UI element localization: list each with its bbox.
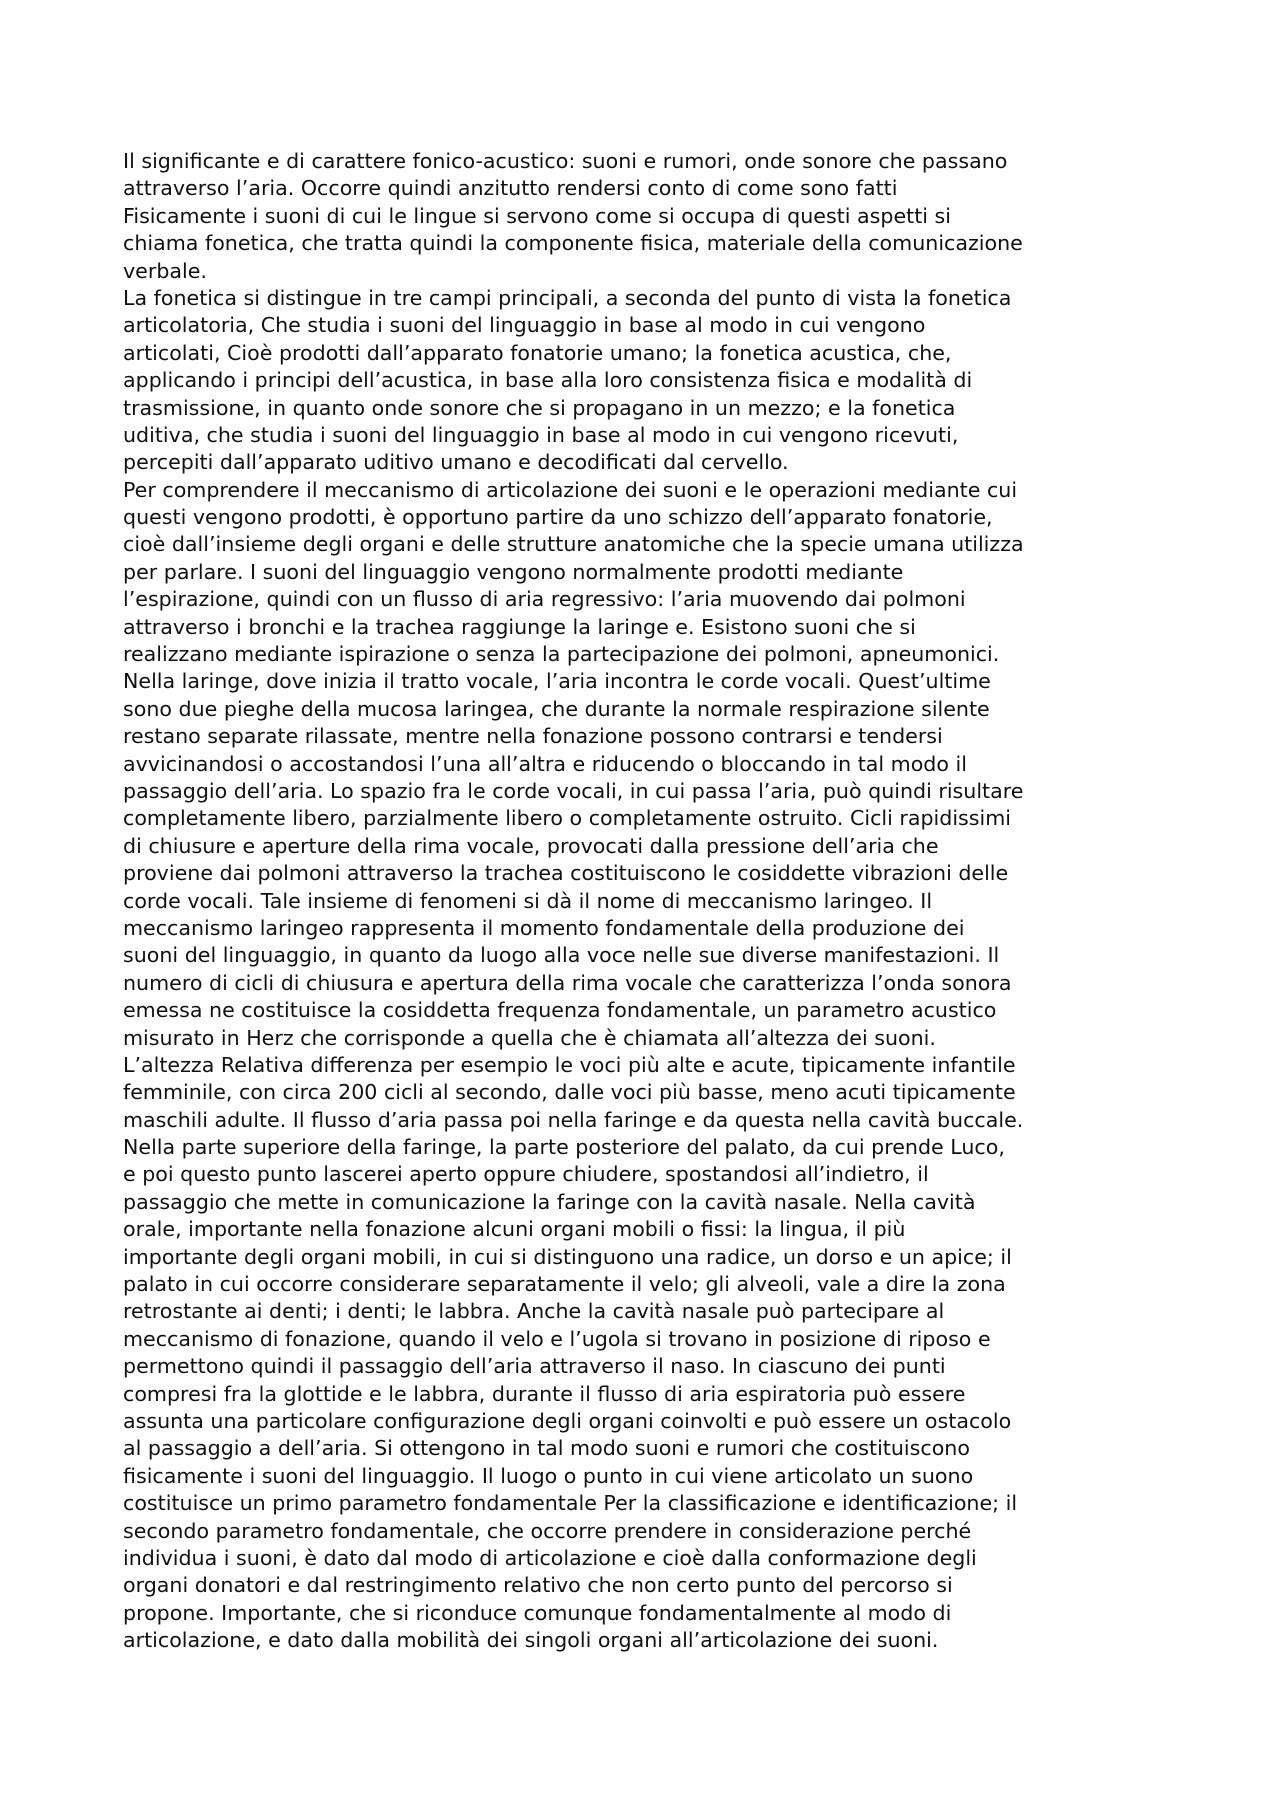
text-line: costituisce un primo parametro fondamentale Per la classificazione e identificazione; il	[123, 1491, 1018, 1516]
text-line: avvicinandosi o accostandosi l’una all’altra e riducendo o bloccando in tal modo il	[123, 751, 967, 776]
text-line: Fisicamente i suoni di cui le lingue si servono come si occupa di questi aspetti si	[123, 203, 952, 228]
text-line: importante degli organi mobili, in cui si distinguono una radice, un dorso e un apice; il	[123, 1244, 1012, 1269]
text-line: articolazione, e dato dalla mobilità dei singoli organi all’articolazione dei suoni.	[123, 1628, 939, 1653]
text-line: organi donatori e dal restringimento relativo che non certo punto del percorso si	[123, 1573, 953, 1598]
text-line: palato in cui occorre considerare separatamente il velo; gli alveoli, vale a dire la zona	[123, 1272, 1006, 1297]
text-line: applicando i principi dell’acustica, in base alla loro consistenza fisica e modalità di	[123, 368, 973, 393]
text-line: maschili adulte. Il flusso d’aria passa poi nella faringe e da questa nella cavità buccale.	[123, 1107, 1024, 1132]
text-line: Il significante e di carattere fonico-acustico: suoni e rumori, onde sonore che passano	[123, 149, 1008, 173]
text-line: individua i suoni, è dato dal modo di articolazione e cioè dalla conformazione degli	[123, 1545, 977, 1570]
text-line: di chiusure e aperture della rima vocale, provocati dalla pressione dell’aria che	[123, 833, 939, 858]
text-line: Nella parte superiore della faringe, la parte posteriore del palato, da cui prende Luco,	[123, 1135, 1005, 1160]
text-line: chiama fonetica, che tratta quindi la componente fisica, materiale della comunicazione	[123, 231, 1023, 256]
text-line: femminile, con circa 200 cicli al secondo, dalle voci più basse, meno acuti tipicamente	[123, 1080, 1016, 1105]
text-line: secondo parametro fondamentale, che occorre prendere in considerazione perché	[123, 1518, 972, 1543]
text-line: emessa ne costituisce la cosiddetta frequenza fondamentale, un parametro acustico	[123, 998, 997, 1023]
text-line: retrostante ai denti; i denti; le labbra. Anche la cavità nasale può partecipare al	[123, 1299, 945, 1324]
text-line: realizzano mediante ispirazione o senza la partecipazione dei polmoni, apneumonici.	[123, 642, 1000, 667]
text-line: articolati, Cioè prodotti dall’apparato fonatorie umano; la fonetica acustica, che,	[123, 340, 952, 365]
text-line: sono due pieghe della mucosa laringea, che durante la normale respirazione silente	[123, 696, 990, 721]
text-line: corde vocali. Tale insieme di fenomeni si dà il nome di meccanismo laringeo. Il	[123, 888, 933, 913]
text-line: al passaggio a dell’aria. Si ottengono in tal modo suoni e rumori che costituiscono	[123, 1436, 970, 1461]
document-body-text	[123, 148, 1173, 1654]
text-line: numero di cicli di chiusura e apertura della rima vocale che caratterizza l’onda sonora	[123, 970, 1012, 995]
text-line: meccanismo di fonazione, quando il velo e l’ugola si trovano in posizione di riposo e	[123, 1326, 991, 1351]
text-line: attraverso i bronchi e la trachea raggiunge la laringe e. Esistono suoni che si	[123, 614, 916, 639]
text-line: propone. Importante, che si riconduce comunque fondamentalmente al modo di	[123, 1600, 952, 1625]
text-line: per parlare. I suoni del linguaggio vengono normalmente prodotti mediante	[123, 559, 904, 584]
text-line: Per comprendere il meccanismo di articolazione dei suoni e le operazioni mediante cui	[123, 477, 1018, 502]
text-line: l’espirazione, quindi con un flusso di aria regressivo: l’aria muovendo dai polmoni	[123, 587, 966, 612]
text-line: passaggio che mette in comunicazione la faringe con la cavità nasale. Nella cavità	[123, 1189, 976, 1214]
text-line: e poi questo punto lascerei aperto oppure chiudere, spostandosi all’indietro, il	[123, 1162, 929, 1187]
text-line: cioè dall’insieme degli organi e delle strutture anatomiche che la specie umana utilizza	[123, 532, 1024, 557]
text-line: orale, importante nella fonazione alcuni organi mobili o fissi: la lingua, il più	[123, 1217, 906, 1242]
text-line: La fonetica si distingue in tre campi principali, a seconda del punto di vista la fonetica	[123, 285, 1012, 310]
text-line: misurato in Herz che corrisponde a quella che è chiamata all’altezza dei suoni.	[123, 1025, 936, 1050]
text-line: attraverso l’aria. Occorre quindi anzitutto rendersi conto di come sono fatti	[123, 176, 898, 201]
text-line: percepiti dall’apparato uditivo umano e decodificati dal cervello.	[123, 450, 789, 475]
text-line: permettono quindi il passaggio dell’aria attraverso il naso. In ciascuno dei punti	[123, 1354, 946, 1379]
text-line: questi vengono prodotti, è opportuno partire da uno schizzo dell’apparato fonatorie,	[123, 505, 993, 530]
text-line: fisicamente i suoni del linguaggio. Il luogo o punto in cui viene articolato un suono	[123, 1463, 974, 1488]
text-line: Nella laringe, dove inizia il tratto vocale, l’aria incontra le corde vocali. Quest’ultime	[123, 669, 991, 694]
text-line: passaggio dell’aria. Lo spazio fra le corde vocali, in cui passa l’aria, può quindi risultare	[123, 778, 1024, 803]
text-line: verbale.	[123, 258, 207, 283]
text-line: compresi fra la glottide e le labbra, durante il flusso di aria espiratoria può essere	[123, 1381, 966, 1406]
text-line: suoni del linguaggio, in quanto da luogo alla voce nelle sue diverse manifestazioni. Il	[123, 943, 1000, 968]
text-line: proviene dai polmoni attraverso la trachea costituiscono le cosiddette vibrazioni delle	[123, 861, 1009, 886]
text-line: meccanismo laringeo rappresenta il momento fondamentale della produzione dei	[123, 915, 965, 940]
text-line: articolatoria, Che studia i suoni del linguaggio in base al modo in cui vengono	[123, 313, 926, 338]
text-line: restano separate rilassate, mentre nella fonazione possono contrarsi e tendersi	[123, 724, 943, 749]
text-line: L’altezza Relativa differenza per esempio le voci più alte e acute, tipicamente infantile	[123, 1052, 1016, 1077]
text-line: trasmissione, in quanto onde sonore che si propagano in un mezzo; e la fonetica	[123, 395, 956, 420]
text-line: completamente libero, parzialmente libero o completamente ostruito. Cicli rapidissimi	[123, 806, 1012, 831]
text-line: assunta una particolare configurazione degli organi coinvolti e può essere un ostacolo	[123, 1408, 1012, 1433]
text-line: uditiva, che studia i suoni del linguaggio in base al modo in cui vengono ricevuti,	[123, 422, 959, 447]
